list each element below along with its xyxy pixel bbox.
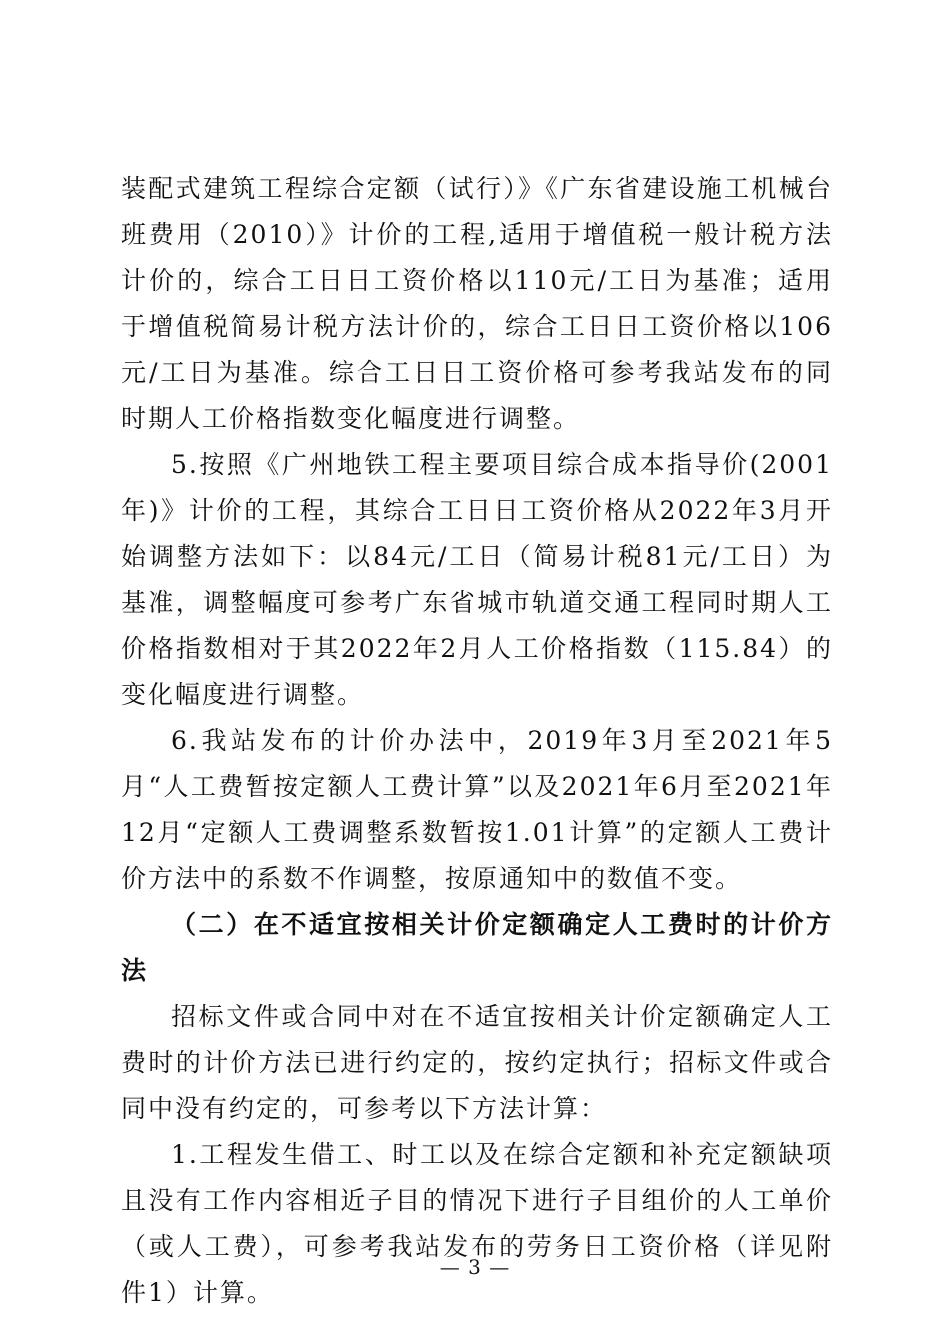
paragraph-intro: 招标文件或合同中对在不适宜按相关计价定额确定人工费时的计价方法已进行约定的，按约定执行；招标文件或合同中没有约定的，可参考以下方法计算：	[121, 1002, 833, 1123]
paragraph-item-1: 1.工程发生借工、时工以及在综合定额和补充定额缺项且没有工作内容相近子目的情况下进行子目组价的人工单价（或人工费），可参考我站发布的劳务日工资价格（详见附件1）计算。	[121, 1140, 833, 1307]
paragraph-item-5: 5.按照《广州地铁工程主要项目综合成本指导价(2001年)》计价的工程，其综合工日日工资价格从2022年3月开始调整方法如下：以84元/工日（简易计税81元/工日）为基准，调整幅度可参考广东省城市轨道交通工程同时期人工价格指数相对于其2022年2月人工价格指数（115.84）的变化幅度进行调整。	[121, 450, 833, 709]
section-heading: （二）在不适宜按相关计价定额确定人工费时的计价方法	[121, 910, 833, 985]
document-body	[121, 166, 833, 1316]
page-number: — 3 —	[439, 1255, 511, 1279]
paragraph-item-6: 6.我站发布的计价办法中，2019年3月至2021年5月“人工费暂按定额人工费计算”以及2021年6月至2021年12月“定额人工费调整系数暂按1.01计算”的定额人工费计价方法中的系数不作调整，按原通知中的数值不变。	[121, 726, 833, 893]
paragraph-continuation: 装配式建筑工程综合定额（试行）》《广东省建设施工机械台班费用（2010）》计价的工程,适用于增值税一般计税方法计价的，综合工日日工资价格以110元/工日为基准；适用于增值税简易计税方法计价的，综合工日日工资价格以106元/工日为基准。综合工日日工资价格可参考我站发布的同时期人工价格指数变化幅度进行调整。	[121, 174, 833, 433]
